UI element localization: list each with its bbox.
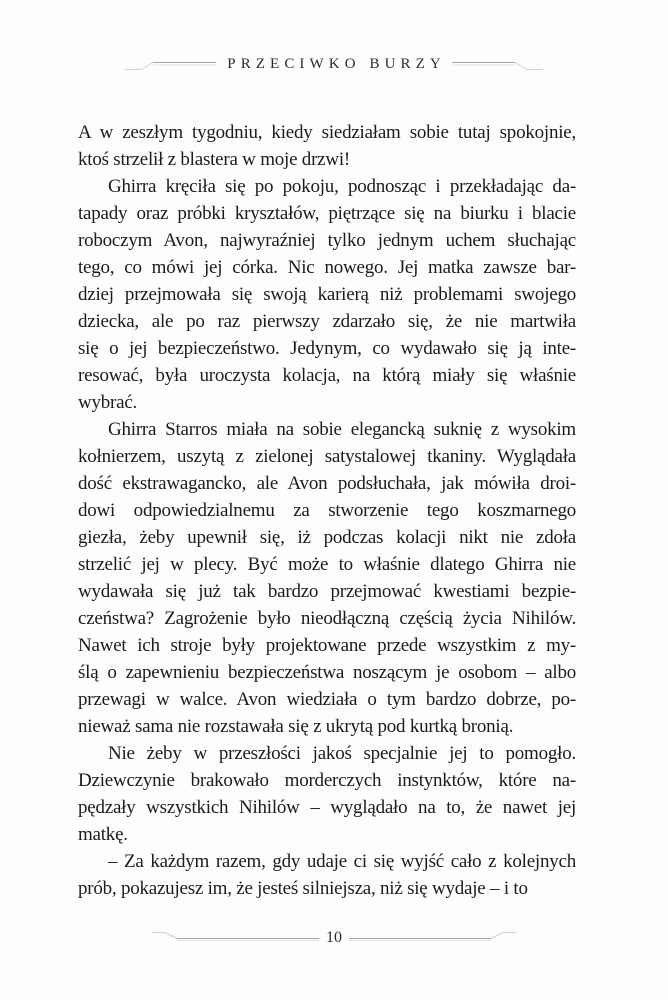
running-footer bbox=[0, 930, 668, 946]
text-line: dziecka, ale po raz pierwszy zdarzało się, że nie martwiła bbox=[78, 311, 576, 332]
text-line: Dziewczynie brakowało morderczych instynktów, które na- bbox=[78, 770, 576, 791]
page-body-text bbox=[78, 119, 576, 902]
text-line: ślą o zapewnieniu bezpieczeństwa noszącym je osobom – albo bbox=[78, 662, 576, 683]
text-line: prób, pokazujesz im, że jesteś silniejsza, niż się wydaje – i to bbox=[78, 878, 528, 899]
text-line: A w zeszłym tygodniu, kiedy siedziałam sobie tutaj spokojnie, bbox=[78, 122, 576, 143]
text-line: kołnierzem, uszytą z zielonej satystalowej tkaniny. Wyglądała bbox=[78, 446, 576, 467]
text-line: Ghirra Starros miała na sobie elegancką suknię z wysokim bbox=[108, 419, 576, 440]
text-line: tapady oraz próbki kryształów, piętrzące się na biurku i blacie bbox=[78, 203, 576, 224]
text-line: Nie żeby w przeszłości jakoś specjalnie jej to pomogło. bbox=[108, 743, 576, 764]
text-line: Ghirra kręciła się po pokoju, podnosząc i przekładając da- bbox=[108, 176, 576, 197]
text-line: dowi odpowiedzialnemu za stworzenie tego koszmarnego bbox=[78, 500, 576, 521]
text-line: roboczym Avon, najwyraźniej tylko jednym uchem słuchając bbox=[78, 230, 576, 251]
text-line: przewagi w walce. Avon wiedziała o tym bardzo dobrze, po- bbox=[78, 689, 576, 710]
running-header bbox=[0, 56, 668, 73]
text-line: pędzały wszystkich Nihilów – wyglądało na to, że nawet jej bbox=[78, 797, 576, 818]
text-line: wybrać. bbox=[78, 392, 138, 413]
header-ornament-right-icon bbox=[452, 57, 544, 73]
text-line: Nawet ich stroje były projektowane przede wszystkim z my- bbox=[78, 635, 576, 656]
text-line: się o jej bezpieczeństwo. Jedynym, co wydawało się ją inte- bbox=[78, 338, 576, 359]
footer-ornament-right-icon bbox=[349, 930, 517, 946]
text-line: matkę. bbox=[78, 824, 128, 845]
text-line: ktoś strzelił z blastera w moje drzwi! bbox=[78, 149, 351, 170]
text-line: tego, co mówi jej córka. Nic nowego. Jej matka zawsze bar- bbox=[78, 257, 576, 278]
text-line: nieważ sama nie rozstawała się z ukrytą pod kurtką bronią. bbox=[78, 716, 514, 737]
header-ornament-left-icon bbox=[124, 57, 216, 73]
text-line: – Za każdym razem, gdy udaje ci się wyjść cało z kolejnych bbox=[108, 851, 576, 872]
text-line: strzelić jej w plecy. Być może to właśnie dlatego Ghirra nie bbox=[78, 554, 576, 575]
text-line: wydawała się już tak bardzo przejmować kwestiami bezpie- bbox=[78, 581, 576, 602]
text-line: dość ekstrawagancko, ale Avon podsłuchała, jak mówiła droi- bbox=[78, 473, 576, 494]
footer-ornament-left-icon bbox=[151, 930, 319, 946]
page-number: 10 bbox=[326, 929, 342, 946]
text-line: dziej przejmowała się swoją karierą niż problemami swojego bbox=[78, 284, 576, 305]
text-line: giezła, żeby upewnił się, iż podczas kolacji nikt nie zdoła bbox=[78, 527, 576, 548]
text-line: resować, była uroczysta kolacja, na którą miały się właśnie bbox=[78, 365, 576, 386]
text-line: czeństwa? Zagrożenie było nieodłączną częścią życia Nihilów. bbox=[78, 608, 576, 629]
chapter-title: PRZECIWKO BURZY bbox=[227, 56, 446, 72]
